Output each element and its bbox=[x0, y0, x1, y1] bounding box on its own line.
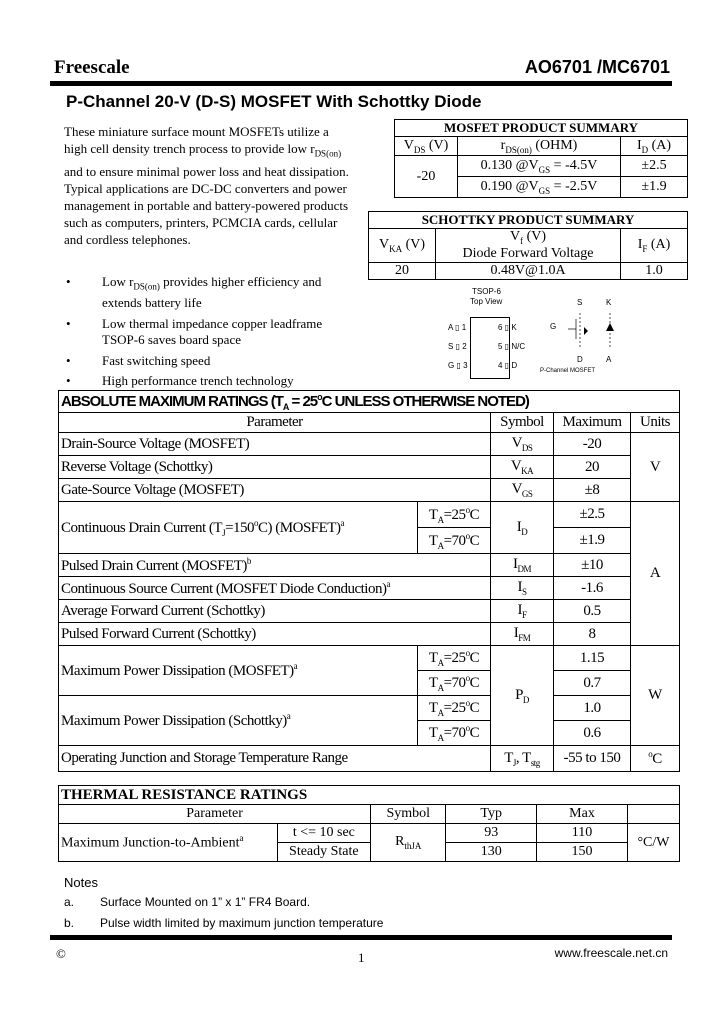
note-b-label: b. bbox=[64, 916, 75, 930]
pin-right-5: 5 ▯ N/C bbox=[498, 342, 526, 351]
col-maximum: Maximum bbox=[554, 413, 631, 433]
col-vds: $V_{DS}$ (V) bbox=[395, 137, 458, 156]
rds-row-1: 0.130 $@V_{GS} = -4.5V$ bbox=[458, 156, 621, 177]
col-vf: $V_f$ (V) Diode Forward Voltage bbox=[436, 229, 621, 263]
sym-d-label: D bbox=[577, 355, 583, 364]
table-row: Pulsed Drain Current (MOSFET)$^b$ $I_{DM}$ ±10 bbox=[59, 554, 680, 577]
package-name: TSOP-6 bbox=[472, 287, 501, 296]
table-row: $T_A=70^oC$ 0.6 bbox=[59, 721, 680, 746]
table-row: Steady State 130 150 bbox=[59, 843, 680, 862]
col-rds: $r_{DS(on)}$ (OHM) bbox=[458, 137, 621, 156]
intro-paragraph bbox=[64, 123, 354, 248]
unit-watt: W bbox=[631, 646, 680, 746]
sym-k-label: K bbox=[606, 298, 612, 307]
mosfet-summary-title: MOSFET PRODUCT SUMMARY bbox=[395, 120, 688, 137]
thermal-title: THERMAL RESISTANCE RATINGS bbox=[59, 786, 680, 805]
table-row: Maximum Junction-to-Ambient$^a$ t <= 10 sec $R_{thJA}$ 93 110 °C/W bbox=[59, 824, 680, 843]
note-b-text: Pulse width limited by maximum junction temperature bbox=[100, 916, 384, 930]
table-row: Maximum Power Dissipation (MOSFET)$^a$ $T_A=25^oC$ $P_D$ 1.15 W bbox=[59, 646, 680, 671]
col-vka: $V_{KA}$ (V) bbox=[369, 229, 436, 263]
pin-left-3: G ▯ 3 bbox=[448, 361, 468, 370]
sym-g-label: G bbox=[550, 322, 557, 331]
package-view: Top View bbox=[470, 297, 503, 306]
table-row: Operating Junction and Storage Temperature Range $T_J$, $T_{stg}$ -55 to 150 $^o$C bbox=[59, 746, 680, 772]
rds-row-2: 0.190 $@V_{GS} = -2.5V$ bbox=[458, 177, 621, 198]
unit-celsius: $^o$C bbox=[631, 746, 680, 772]
intro-rds-sub: DS(on) bbox=[314, 148, 342, 159]
intro-text-1: These miniature surface mount MOSFETs utilize a high cell density trench process to provide low r bbox=[64, 124, 329, 156]
schottky-summary-table bbox=[368, 211, 688, 280]
feature-list bbox=[62, 274, 352, 394]
table-row: Gate-Source Voltage (MOSFET) $V_{GS}$ ±8 bbox=[59, 479, 680, 502]
vka-value: 20 bbox=[369, 263, 436, 280]
id-row-1: ±2.5 bbox=[621, 156, 688, 177]
footer-url[interactable]: www.freescale.net.cn bbox=[554, 946, 668, 960]
id-row-2: ±1.9 bbox=[621, 177, 688, 198]
table-row: Pulsed Forward Current (Schottky) $I_{FM}$ 8 bbox=[59, 623, 680, 646]
thermal-col-max: Max bbox=[537, 805, 628, 824]
note-a-text: Surface Mounted on 1” x 1” FR4 Board. bbox=[100, 895, 311, 909]
pin-left-1: A ▯ 1 bbox=[448, 323, 467, 332]
copyright-icon: © bbox=[56, 946, 66, 961]
thermal-col-typ: Typ bbox=[446, 805, 537, 824]
table-row: Average Forward Current (Schottky) $I_F$ 0.5 bbox=[59, 600, 680, 623]
thermal-table bbox=[58, 785, 680, 862]
vf-value: 0.48V@1.0A bbox=[436, 263, 621, 280]
table-row: $T_A=70^oC$ ±1.9 bbox=[59, 528, 680, 554]
table-row: Drain-Source Voltage (MOSFET) $V_{DS}$ -20 V bbox=[59, 433, 680, 456]
unit-amp: A bbox=[631, 502, 680, 646]
list-item: • Fast switching speed bbox=[66, 352, 211, 368]
sym-s-label: S bbox=[577, 298, 583, 307]
header-rule bbox=[50, 81, 672, 86]
schottky-summary-title: SCHOTTKY PRODUCT SUMMARY bbox=[369, 212, 688, 229]
mosfet-summary-table bbox=[394, 119, 688, 198]
abs-max-table bbox=[58, 390, 680, 772]
note-a-label: a. bbox=[64, 895, 75, 909]
page-title: P-Channel 20-V (D-S) MOSFET With Schottky Diode bbox=[66, 92, 482, 111]
schematic-caption: P-Channel MOSFET bbox=[540, 368, 596, 374]
pin-left-2: S ▯ 2 bbox=[448, 342, 467, 351]
table-row: Reverse Voltage (Schottky) $V_{KA}$ 20 bbox=[59, 456, 680, 479]
intro-text-2: and to ensure minimal power loss and heat dissipation. Typical applications are DC-DC converters and power management in portable and battery-powered products such as computers, printers, PCMCIA cards, cellular and cordless telephones. bbox=[64, 163, 349, 247]
thermal-unit: °C/W bbox=[627, 824, 679, 862]
table-row: $T_A=70^oC$ 0.7 bbox=[59, 671, 680, 696]
if-value: 1.0 bbox=[621, 263, 688, 280]
mosfet-schematic-icon bbox=[558, 309, 618, 353]
unit-volt: V bbox=[631, 433, 680, 502]
table-row: Continuous Source Current (MOSFET Diode Conduction)$^a$ $I_S$ -1.6 bbox=[59, 577, 680, 600]
abs-max-title: ABSOLUTE MAXIMUM RATINGS ($T_A = 25^oC$ UNLESS OTHERWISE NOTED) bbox=[59, 391, 680, 413]
list-item: • Low $r_{DS(on)}$ provides higher efficiency and extends battery life bbox=[66, 274, 322, 311]
brand-name: Freescale bbox=[54, 57, 130, 78]
table-row: Continuous Drain Current $(T_J=150^oC)$ (MOSFET)$^a$ $T_A=25^oC$ $I_D$ ±2.5 A bbox=[59, 502, 680, 528]
notes-heading: Notes bbox=[64, 875, 98, 890]
list-item: • Low thermal impedance copper leadframe TSOP-6 saves board space bbox=[66, 315, 323, 348]
footer-rule bbox=[50, 935, 672, 940]
col-units: Units bbox=[631, 413, 680, 433]
list-item: • High performance trench technology bbox=[66, 373, 294, 389]
col-symbol: Symbol bbox=[491, 413, 554, 433]
vds-value: -20 bbox=[395, 156, 458, 198]
part-number: AO6701 /MC6701 bbox=[524, 57, 670, 77]
pin-right-6: 6 ▯ K bbox=[498, 323, 517, 332]
sym-a-label: A bbox=[606, 355, 612, 364]
package-diagram bbox=[440, 287, 620, 382]
table-row: Maximum Power Dissipation (Schottky)$^a$ $T_A=25^oC$ 1.0 bbox=[59, 696, 680, 721]
page-number: 1 bbox=[358, 950, 365, 965]
col-parameter: Parameter bbox=[59, 413, 491, 433]
col-id: $I_D$ (A) bbox=[621, 137, 688, 156]
col-if: $I_F$ (A) bbox=[621, 229, 688, 263]
pin-right-4: 4 ▯ D bbox=[498, 361, 518, 370]
thermal-col-param: Parameter bbox=[59, 805, 371, 824]
thermal-col-symbol: Symbol bbox=[371, 805, 446, 824]
